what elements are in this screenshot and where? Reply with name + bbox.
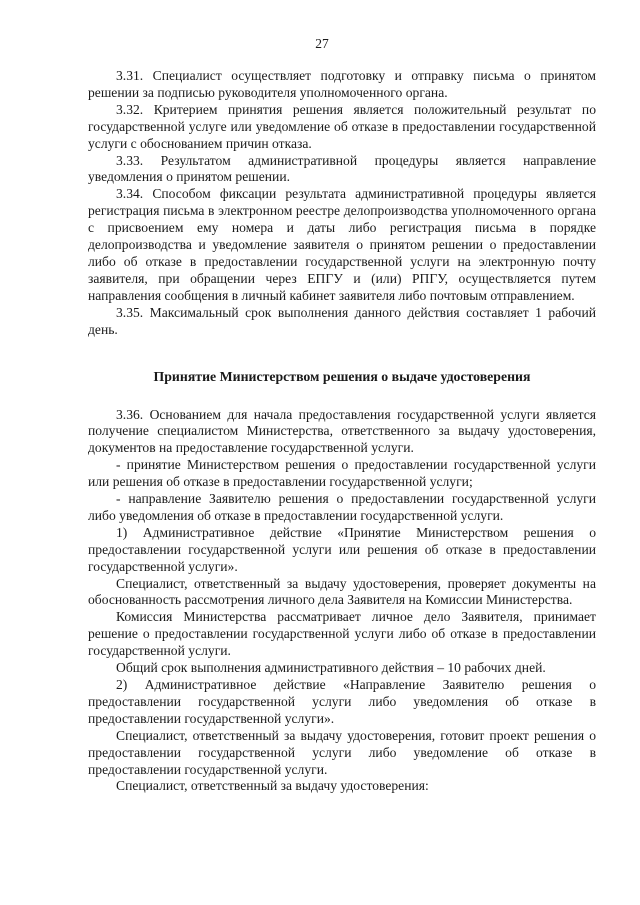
admin-action-1: 1) Административное действие «Принятие Министерством решения о предоставлении государственной услуги или решения об отказе в предоставлении государственной услуги». (88, 524, 596, 574)
paragraphs-before-section (88, 68, 596, 339)
paragraph-3-31: 3.31. Специалист осуществляет подготовку и отправку письма о принятом решении за подписью руководителя уполномоченного органа. (88, 68, 596, 100)
section-heading: Принятие Министерством решения о выдаче удостоверения (153, 368, 531, 384)
admin-action-2: 2) Административное действие «Направление Заявителю решения о предоставлении государственной услуги либо уведомления об отказе в предоставлении государственной услуги». (88, 677, 596, 726)
paragraph-3-33: 3.33. Результатом административной процедуры является направление уведомления о принятом решении. (88, 152, 596, 185)
paragraph-total-term: Общий срок выполнения административного действия – 10 рабочих дней. (116, 660, 546, 676)
list-item-notification: - направление Заявителю решения о предоставлении государственной услуги либо уведомления об отказе в предоставлении государственной услуги. (88, 491, 596, 523)
list-item-decision: - принятие Министерством решения о предоставлении государственной услуги или решения об отказе в предоставлении государственной услуги; (88, 457, 596, 490)
paragraph-3-35: 3.35. Максимальный срок выполнения данного действия составляет 1 рабочий день. (88, 304, 596, 337)
paragraphs-after-section (88, 407, 596, 796)
page-number: 27 (315, 36, 329, 51)
paragraph-specialist-last: Специалист, ответственный за выдачу удостоверения: (116, 778, 429, 794)
paragraph-commission: Комиссия Министерства рассматривает личное дело Заявителя, принимает решение о предоставлении государственной услуги либо об отказе в предоставлении государственной услуги. (88, 609, 596, 659)
paragraph-specialist-draft: Специалист, ответственный за выдачу удостоверения, готовит проект решения о предоставлении государственной услуги либо уведомление об отказе в предоставлении государственной услуги. (88, 727, 596, 777)
paragraph-3-34: 3.34. Способом фиксации результата административной процедуры является регистрация письма в электронном реестре делопроизводства уполномоченного органа с присвоением ему номера и даты либо регистрация письма в порядке делопроизводства и уведомление заявителя о принятом решении о предоставлении либо об отказе в предоставлении государственной услуги на электронную почту заявителя, при обращении через ЕПГУ и (или) РПГУ, осуществляется путем направления сообщения в личный кабинет заявителя либо почтовым отправлением. (88, 186, 596, 303)
paragraph-3-32: 3.32. Критерием принятия решения является положительный результат по государственной услуге или уведомление об отказе в предоставлении государственной услуги с обоснованием причин отказа. (88, 101, 596, 151)
paragraph-3-36: 3.36. Основанием для начала предоставления государственной услуги является получение специалистом Министерства, ответственного за выдачу удостоверения, документов на предоставление государственной услуги. (88, 406, 596, 456)
paragraph-specialist-check: Специалист, ответственный за выдачу удостоверения, проверяет документы на обоснованность рассмотрения личного дела Заявителя на Комиссии Министерства. (88, 575, 596, 608)
